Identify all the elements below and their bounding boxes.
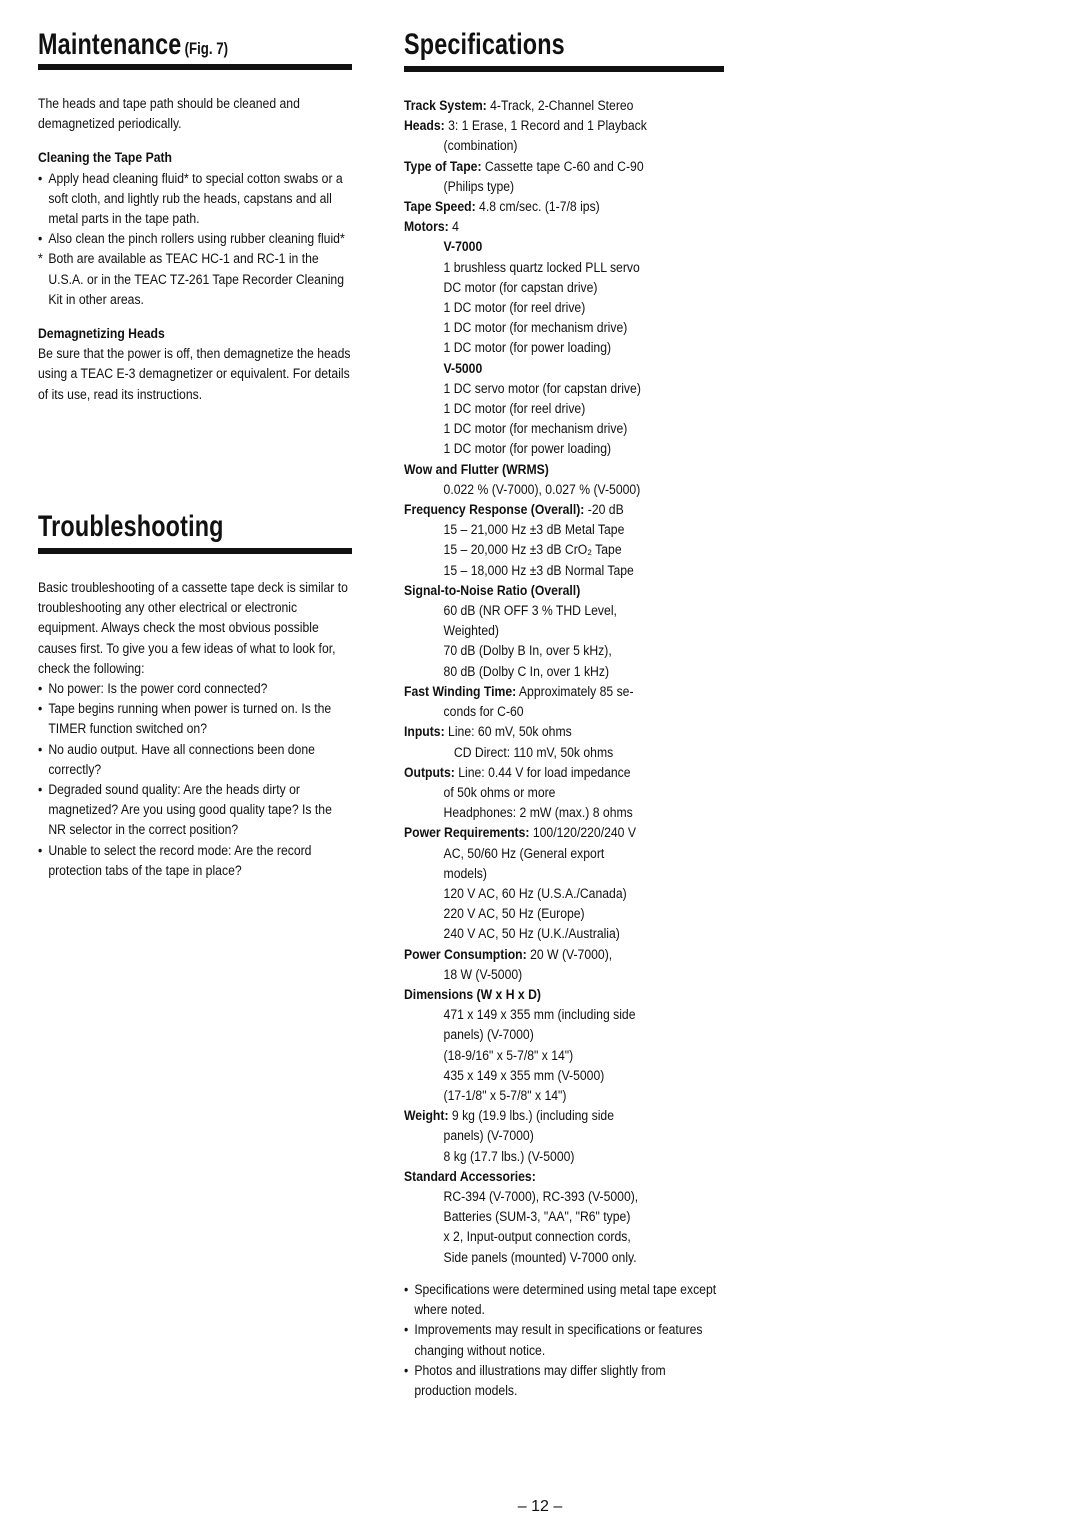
spec-note: • Improvements may result in specifications or features changing without notice. [404,1322,703,1359]
spec-frequency-response: Frequency Response (Overall): -20 dB [404,502,624,519]
spec-motors: Motors: 4 [404,219,459,236]
spec-line: 1 DC motor (for reel drive) [443,401,586,418]
spec-line: 1 DC motor (for mechanism drive) [443,421,628,438]
demagnetizing-heading: Demagnetizing Heads [38,326,165,343]
troubleshooting-heading: Troubleshooting [38,510,224,543]
spec-line: 15 – 18,000 Hz ±3 dB Normal Tape [443,562,634,579]
troubleshooting-body [38,578,353,881]
spec-line: 80 dB (Dolby C In, over 1 kHz) [443,663,610,680]
spec-weight: Weight: 9 kg (19.9 lbs.) (including side [404,1108,615,1125]
model-v5000-label: V-5000 [443,360,483,377]
specifications-rule [404,66,724,72]
specifications-notes [404,1280,725,1401]
maintenance-heading: Maintenance (Fig. 7) [38,28,229,61]
spec-line: 1 DC motor (for power loading) [443,340,612,357]
spec-line: (18-9/16" x 5-7/8" x 14") [443,1047,574,1064]
spec-line: 18 W (V-5000) [443,966,523,983]
page-number: – 12 – [517,1498,563,1515]
spec-line: Batteries (SUM-3, "AA", "R6" type) [443,1209,631,1226]
figure-reference: (Fig. 7) [184,39,229,58]
spec-line: 0.022 % (V-7000), 0.027 % (V-5000) [443,481,641,498]
spec-line: conds for C-60 [443,704,524,721]
cleaning-item: • Also clean the pinch rollers using rubber cleaning fluid* [38,231,345,248]
spec-heads-cont: (combination) [443,138,518,155]
spec-line: 15 – 21,000 Hz ±3 dB Metal Tape [443,522,625,539]
troubleshooting-item: • Degraded sound quality: Are the heads dirty or magnetized? Are you using good quality tape? Is the NR selector in the correct position? [38,782,332,839]
spec-line: 120 V AC, 60 Hz (U.S.A./Canada) [443,885,627,902]
spec-tape-speed: Tape Speed: 4.8 cm/sec. (1-7/8 ips) [404,199,600,216]
troubleshooting-item: • No power: Is the power cord connected? [38,681,268,698]
spec-line: 220 V AC, 50 Hz (Europe) [443,906,585,923]
specifications-heading: Specifications [404,28,565,61]
spec-line: Headphones: 2 mW (max.) 8 ohms [443,805,633,822]
spec-line: panels) (V-7000) [443,1027,534,1044]
spec-line: 60 dB (NR OFF 3 % THD Level, [443,603,617,620]
troubleshooting-item: • Unable to select the record mode: Are the record protection tabs of the tape in place? [38,842,312,879]
spec-outputs: Outputs: Line: 0.44 V for load impedance [404,764,631,781]
spec-line: 1 DC motor (for reel drive) [443,300,586,317]
troubleshooting-item: • Tape begins running when power is turned on. Is the TIMER function switched on? [38,701,332,738]
spec-dimensions: Dimensions (W x H x D) [404,986,541,1003]
troubleshooting-intro: Basic troubleshooting of a cassette tape deck is similar to troubleshooting any other electrical or electronic equipment. Always check the most obvious possible causes first. To give you a few ideas of what to look for, check the following: [38,580,348,677]
cleaning-footnote: * Both are available as TEAC HC-1 and RC-1 in the U.S.A. or in the TEAC TZ-261 Tape Recorder Cleaning Kit in other areas. [38,251,345,308]
spec-line: x 2, Input-output connection cords, [443,1229,631,1246]
cleaning-item: • Apply head cleaning fluid* to special cotton swabs or a soft cloth, and lightly rub the heads, capstans and all metal parts in the tape path. [38,170,343,228]
troubleshooting-rule [38,548,352,554]
spec-line: 1 DC motor (for mechanism drive) [443,320,628,337]
troubleshooting-item: • No audio output. Have all connections been done correctly? [38,741,315,778]
spec-line: panels) (V-7000) [443,1128,534,1145]
spec-line: 1 DC servo motor (for capstan drive) [443,380,641,397]
cleaning-heading: Cleaning the Tape Path [38,150,173,167]
maintenance-intro: The heads and tape path should be cleaned and demagnetized periodically. [38,96,300,133]
spec-line: 471 x 149 x 355 mm (including side [443,1007,636,1024]
spec-line: models) [443,865,487,882]
spec-note: • Photos and illustrations may differ slightly from production models. [404,1362,666,1400]
spec-line: (17-1/8" x 5-7/8" x 14") [443,1087,567,1104]
spec-track-system: Track System: 4-Track, 2-Channel Stereo [404,98,634,114]
spec-note: • Specifications were determined using metal tape except where noted. [404,1282,717,1319]
spec-line: 435 x 149 x 355 mm (V-5000) [443,1067,605,1084]
spec-line: RC-394 (V-7000), RC-393 (V-5000), [443,1188,639,1205]
spec-tape-type-cont: (Philips type) [443,178,515,195]
maintenance-body [38,94,353,405]
spec-line: 15 – 20,000 Hz ±3 dB CrO₂ Tape [443,542,622,559]
demagnetizing-text: Be sure that the power is off, then demagnetize the heads using a TEAC E-3 demagnetizer or equivalent. For details of its use, read its instructions. [38,346,351,403]
spec-line: DC motor (for capstan drive) [443,279,598,296]
maintenance-rule [38,64,352,70]
spec-power-requirements: Power Requirements: 100/120/220/240 V [404,825,636,842]
spec-inputs: Inputs: Line: 60 mV, 50k ohms [404,724,572,741]
spec-line: 8 kg (17.7 lbs.) (V-5000) [443,1148,575,1165]
spec-line: AC, 50/60 Hz (General export [443,845,605,862]
spec-accessories: Standard Accessories: [404,1168,536,1185]
spec-line: Side panels (mounted) V-7000 only. [443,1249,637,1266]
spec-signal-noise: Signal-to-Noise Ratio (Overall) [404,582,581,599]
specifications-list [404,96,725,1268]
spec-line: 240 V AC, 50 Hz (U.K./Australia) [443,926,620,943]
spec-tape-type: Type of Tape: Cassette tape C-60 and C-90 [404,158,644,175]
spec-line: 1 brushless quartz locked PLL servo [443,259,640,276]
model-v7000-label: V-7000 [443,239,483,256]
spec-line: 1 DC motor (for power loading) [443,441,612,458]
spec-power-consumption: Power Consumption: 20 W (V-7000), [404,946,613,963]
spec-line: 70 dB (Dolby B In, over 5 kHz), [443,643,612,660]
spec-heads: Heads: 3: 1 Erase, 1 Record and 1 Playback [404,118,647,135]
spec-line: Weighted) [443,623,499,640]
spec-fast-winding: Fast Winding Time: Approximately 85 se- [404,683,634,700]
spec-wow-flutter: Wow and Flutter (WRMS) [404,461,549,478]
spec-line: of 50k ohms or more [443,784,556,801]
spec-line: CD Direct: 110 mV, 50k ohms [453,744,614,761]
